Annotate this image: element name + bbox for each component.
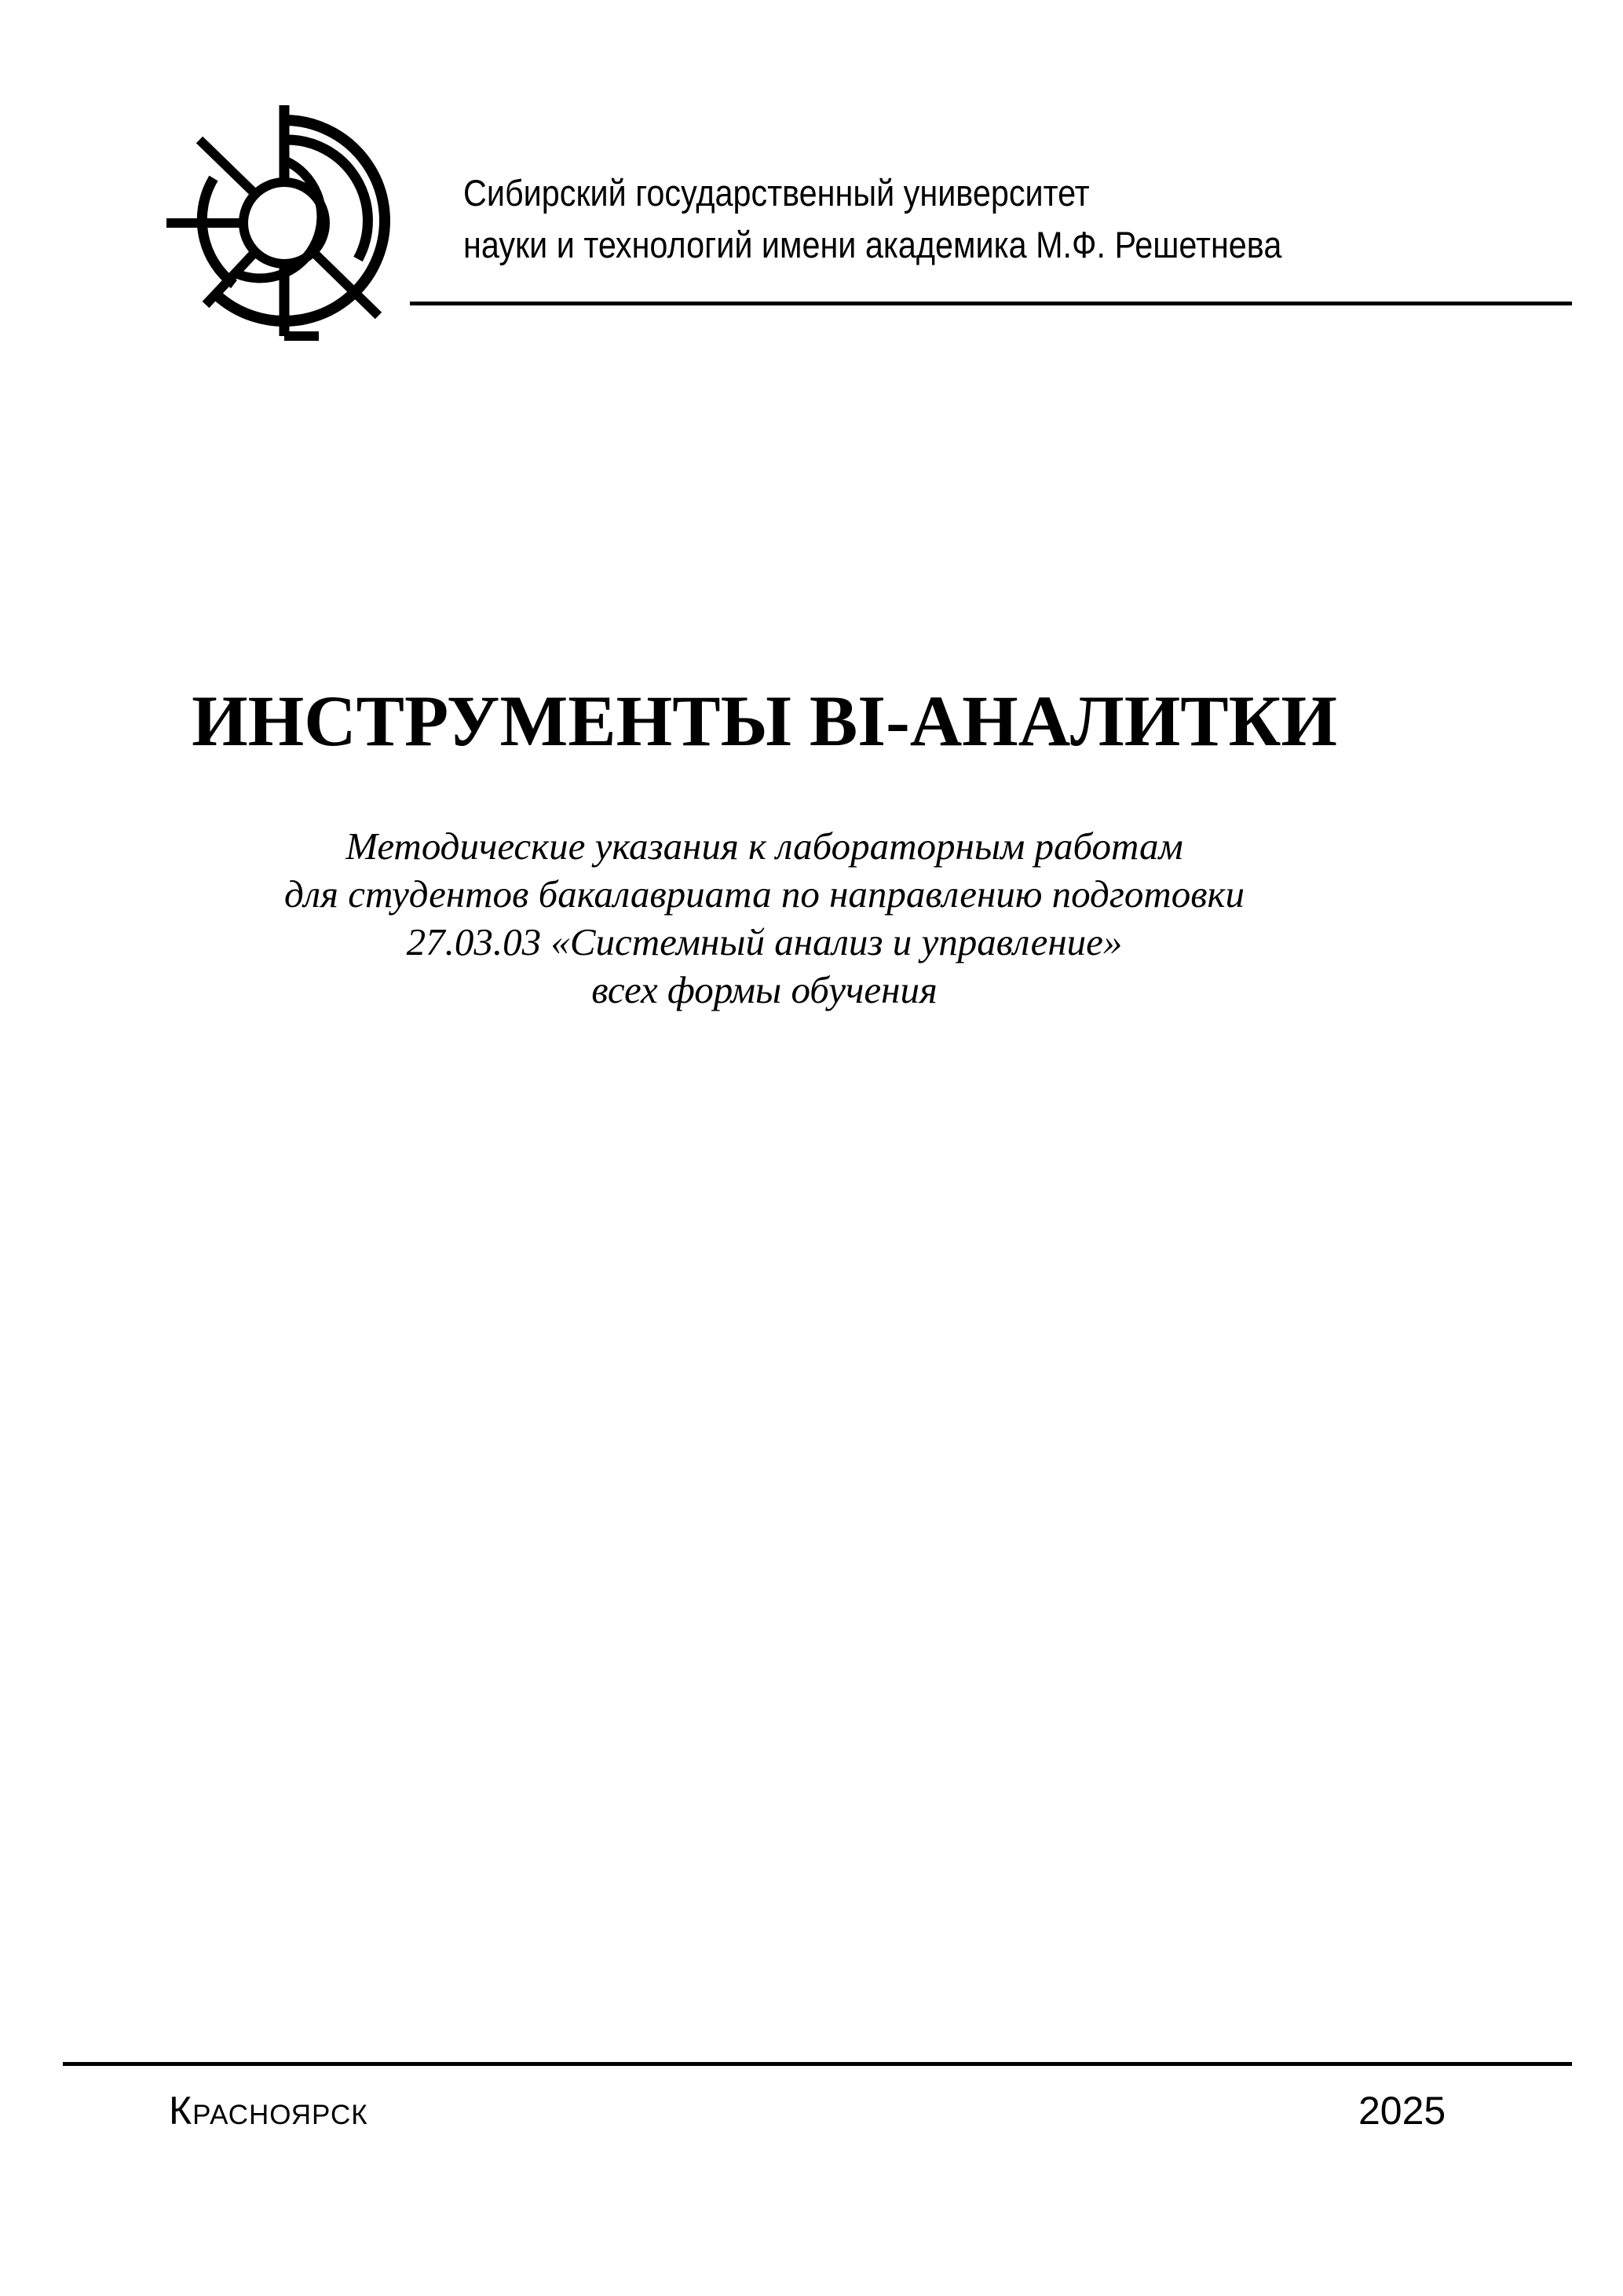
document-subtitle	[0, 822, 1576, 1014]
university-logo-icon	[166, 99, 402, 344]
document-title: ИНСТРУМЕНТЫ BI-АНАЛИТКИ	[192, 681, 1337, 761]
subtitle-line-2: для студентов бакалавриата по направлению подготовки	[284, 872, 1245, 916]
subtitle-line-4: всех формы обучения	[591, 968, 938, 1011]
publication-year: 2025	[1358, 2089, 1446, 2133]
university-name-line-1: Сибирский государственный университет	[463, 172, 1090, 214]
header-divider	[410, 302, 1572, 305]
university-logo	[166, 99, 402, 344]
publication-city: Красноярск	[169, 2089, 368, 2133]
subtitle-line-1: Методические указания к лабораторным работам	[345, 824, 1183, 868]
university-name-line-2: науки и технологий имени академика М.Ф. Решетнева	[463, 224, 1282, 265]
university-name	[463, 167, 1431, 271]
subtitle-line-3: 27.03.03 «Системный анализ и управление»	[406, 920, 1123, 963]
footer-divider	[63, 2062, 1572, 2066]
